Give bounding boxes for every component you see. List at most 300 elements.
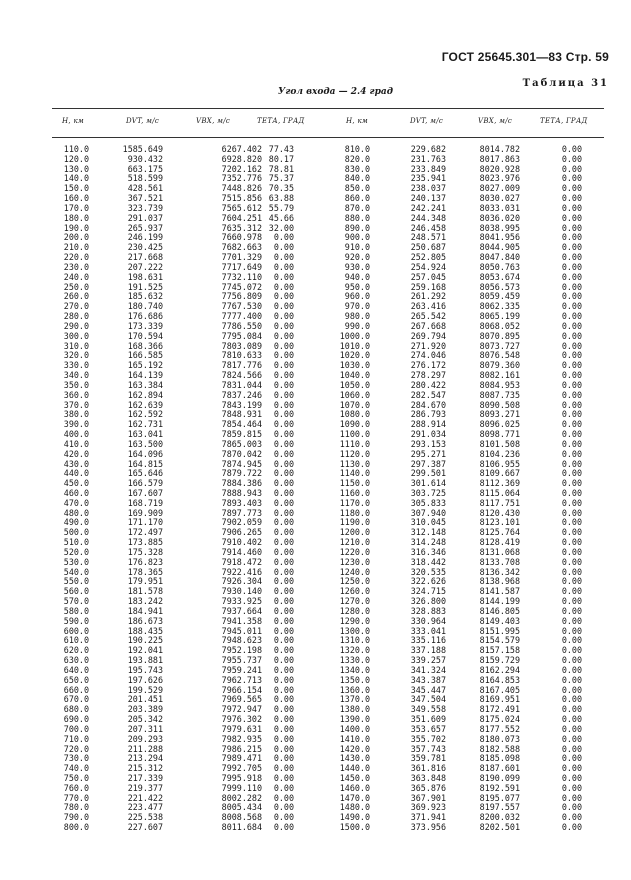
table-cell: 8098.771 (479, 429, 520, 440)
table-cell: 210.0 (63, 242, 89, 253)
table-cell: 188.435 (127, 625, 163, 636)
table-cell: 1260.0 (339, 586, 370, 597)
table-cell: 1340.0 (339, 664, 370, 675)
table-cell: 0.00 (561, 261, 582, 272)
table-cell: 7817.776 (221, 360, 262, 371)
table-cell: 0.00 (273, 350, 294, 361)
table-cell: 250.0 (63, 281, 89, 292)
table-cell: 8106.955 (479, 458, 520, 469)
table-cell: 7914.460 (221, 546, 262, 557)
table-cell: 0.00 (561, 409, 582, 420)
table-cell: 1380.0 (339, 704, 370, 715)
table-cell: 0.00 (561, 625, 582, 636)
column-teta-right (552, 145, 582, 833)
table-cell: 1240.0 (339, 566, 370, 577)
table-cell: 0.00 (273, 605, 294, 616)
table-cell: 8172.491 (479, 704, 520, 715)
table-cell: 8177.552 (479, 723, 520, 734)
table-cell: 178.365 (127, 566, 163, 577)
table-cell: 227.607 (127, 822, 163, 833)
table-cell: 1200.0 (339, 527, 370, 538)
table-cell: 199.529 (127, 684, 163, 695)
table-cell: 320.535 (410, 566, 446, 577)
table-cell: 271.920 (410, 340, 446, 351)
table-cell: 0.00 (561, 429, 582, 440)
table-cell: 7989.471 (221, 753, 262, 764)
table-cell: 1130.0 (339, 458, 370, 469)
table-cell: 8047.840 (479, 252, 520, 263)
table-cell: 246.199 (127, 232, 163, 243)
table-cell: 8195.077 (479, 792, 520, 803)
table-cell: 205.342 (127, 714, 163, 725)
table-cell: 8056.573 (479, 281, 520, 292)
table-cell: 0.00 (561, 684, 582, 695)
table-cell: 0.00 (561, 773, 582, 783)
table-cell: 0.00 (561, 202, 582, 213)
table-cell: 353.657 (410, 723, 446, 734)
table-cell: 663.175 (127, 163, 163, 174)
table-cell: 8059.459 (479, 291, 520, 302)
table-cell: 410.0 (63, 438, 89, 449)
table-cell: 0.00 (561, 635, 582, 646)
table-cell: 7962.713 (221, 674, 262, 685)
table-cell: 840.0 (344, 173, 370, 184)
table-cell: 8090.508 (479, 399, 520, 410)
table-cell: 252.805 (410, 252, 446, 263)
table-cell: 165.192 (127, 360, 163, 371)
table-cell: 7888.943 (221, 487, 262, 498)
table-cell: 1410.0 (339, 733, 370, 744)
table-cell: 231.763 (410, 153, 446, 164)
column-h-left (40, 145, 89, 833)
table-cell: 163.041 (127, 429, 163, 440)
table-cell: 8030.027 (479, 193, 520, 204)
table-cell: 197.626 (127, 674, 163, 685)
table-cell: 162.639 (127, 399, 163, 410)
table-cell: 180.740 (127, 301, 163, 312)
table-cell: 7952.198 (221, 645, 262, 656)
table-cell: 7979.631 (221, 723, 262, 734)
table-cell: 0.00 (561, 360, 582, 371)
table-cell: 6267.402 (221, 144, 262, 154)
table-cell: 193.881 (127, 655, 163, 666)
table-cell: 0.00 (273, 596, 294, 607)
table-cell: 0.00 (561, 370, 582, 381)
table-cell: 181.578 (127, 586, 163, 597)
table-cell: 360.0 (63, 389, 89, 400)
table-cell: 263.416 (410, 301, 446, 312)
col-header-teta-left: ТЕТА, ГРАД (257, 117, 305, 125)
table-cell: 140.0 (63, 173, 89, 184)
table-cell: 259.168 (410, 281, 446, 292)
table-cell: 261.292 (410, 291, 446, 302)
table-cell: 8123.101 (479, 517, 520, 528)
table-cell: 162.894 (127, 389, 163, 400)
table-cell: 77.43 (268, 144, 294, 154)
table-cell: 168.366 (127, 340, 163, 351)
table-cell: 8104.236 (479, 448, 520, 459)
table-cell: 371.941 (410, 812, 446, 823)
table-cell: 990.0 (344, 320, 370, 331)
table-cell: 1190.0 (339, 517, 370, 528)
table-cell: 8023.976 (479, 173, 520, 184)
table-cell: 291.034 (410, 429, 446, 440)
table-cell: 8036.020 (479, 212, 520, 223)
table-cell: 1500.0 (339, 822, 370, 833)
table-cell: 428.561 (127, 183, 163, 194)
table-cell: 0.00 (273, 723, 294, 734)
table-cell: 7831.044 (221, 379, 262, 390)
table-cell: 7870.042 (221, 448, 262, 459)
table-cell: 7824.566 (221, 370, 262, 381)
table-cell: 1440.0 (339, 763, 370, 774)
table-cell: 7635.312 (221, 222, 262, 233)
table-cell: 8200.032 (479, 812, 520, 823)
table-cell: 930.0 (344, 261, 370, 272)
table-cell: 8082.161 (479, 370, 520, 381)
table-cell: 670.0 (63, 694, 89, 705)
table-cell: 280.422 (410, 379, 446, 390)
table-cell: 369.923 (410, 802, 446, 813)
table-cell: 219.377 (127, 782, 163, 793)
table-cell: 760.0 (63, 782, 89, 793)
table-cell: 8164.853 (479, 674, 520, 685)
table-cell: 0.00 (561, 507, 582, 518)
table-cell: 1390.0 (339, 714, 370, 725)
table-cell: 910.0 (344, 242, 370, 253)
table-cell: 166.585 (127, 350, 163, 361)
table-cell: 7786.550 (221, 320, 262, 331)
table-cell: 1320.0 (339, 645, 370, 656)
table-cell: 0.00 (561, 537, 582, 548)
table-cell: 351.609 (410, 714, 446, 725)
table-cell: 0.00 (273, 281, 294, 292)
table-cell: 343.387 (410, 674, 446, 685)
table-cell: 1070.0 (339, 399, 370, 410)
table-cell: 230.0 (63, 261, 89, 272)
table-cell: 1400.0 (339, 723, 370, 734)
table-cell: 0.00 (561, 144, 582, 154)
table-cell: 0.00 (561, 340, 582, 351)
table-cell: 276.172 (410, 360, 446, 371)
table-cell: 630.0 (63, 655, 89, 666)
table-cell: 8041.956 (479, 232, 520, 243)
table-cell: 284.670 (410, 399, 446, 410)
table-cell: 660.0 (63, 684, 89, 695)
table-cell: 0.00 (561, 232, 582, 243)
table-cell: 303.725 (410, 487, 446, 498)
table-cell: 310.045 (410, 517, 446, 528)
table-cell: 217.668 (127, 252, 163, 263)
table-cell: 7910.402 (221, 537, 262, 548)
table-cell: 7884.386 (221, 478, 262, 489)
table-cell: 238.037 (410, 183, 446, 194)
table-cell: 1100.0 (339, 429, 370, 440)
table-cell: 8151.995 (479, 625, 520, 636)
table-cell: 610.0 (63, 635, 89, 646)
table-cell: 301.614 (410, 478, 446, 489)
table-cell: 1250.0 (339, 576, 370, 587)
table-cell: 470.0 (63, 497, 89, 508)
table-cell: 330.964 (410, 615, 446, 626)
table-cell: 0.00 (273, 419, 294, 430)
table-cell: 400.0 (63, 429, 89, 440)
table-cell: 0.00 (273, 370, 294, 381)
table-cell: 359.781 (410, 753, 446, 764)
table-cell: 8117.751 (479, 497, 520, 508)
table-cell: 0.00 (273, 773, 294, 783)
table-cell: 0.00 (561, 723, 582, 734)
table-cell: 7999.110 (221, 782, 262, 793)
table-cell: 0.00 (273, 232, 294, 243)
table-cell: 0.00 (561, 242, 582, 253)
table-cell: 1150.0 (339, 478, 370, 489)
table-cell: 305.833 (410, 497, 446, 508)
table-cell: 7843.199 (221, 399, 262, 410)
table-cell: 570.0 (63, 596, 89, 607)
header-top-rule (52, 108, 604, 109)
table-cell: 213.294 (127, 753, 163, 764)
table-cell: 490.0 (63, 517, 89, 528)
table-cell: 1290.0 (339, 615, 370, 626)
column-teta-left (258, 145, 294, 833)
table-cell: 900.0 (344, 232, 370, 243)
table-cell: 640.0 (63, 664, 89, 675)
table-cell: 0.00 (273, 527, 294, 538)
table-cell: 0.00 (561, 674, 582, 685)
table-cell: 0.00 (561, 763, 582, 774)
table-cell: 7848.931 (221, 409, 262, 420)
table-cell: 750.0 (63, 773, 89, 783)
table-cell: 286.793 (410, 409, 446, 420)
table-cell: 225.538 (127, 812, 163, 823)
table-cell: 6928.820 (221, 153, 262, 164)
table-cell: 940.0 (344, 271, 370, 282)
table-cell: 880.0 (344, 212, 370, 223)
table-cell: 0.00 (561, 576, 582, 587)
table-cell: 0.00 (273, 507, 294, 518)
table-cell: 0.00 (273, 743, 294, 754)
table-cell: 960.0 (344, 291, 370, 302)
table-cell: 1585.649 (122, 144, 163, 154)
table-cell: 890.0 (344, 222, 370, 233)
table-cell: 0.00 (561, 311, 582, 322)
table-cell: 0.00 (273, 645, 294, 656)
table-cell: 7865.003 (221, 438, 262, 449)
table-cell: 0.00 (273, 537, 294, 548)
table-cell: 530.0 (63, 556, 89, 567)
table-cell: 8136.342 (479, 566, 520, 577)
table-cell: 0.00 (561, 556, 582, 567)
table-cell: 179.951 (127, 576, 163, 587)
table-cell: 176.823 (127, 556, 163, 567)
table-cell: 267.668 (410, 320, 446, 331)
table-cell: 0.00 (273, 635, 294, 646)
table-cell: 0.00 (273, 714, 294, 725)
table-cell: 850.0 (344, 183, 370, 194)
table-cell: 0.00 (273, 566, 294, 577)
table-cell: 355.702 (410, 733, 446, 744)
table-cell: 8050.763 (479, 261, 520, 272)
table-cell: 0.00 (561, 792, 582, 803)
table-cell: 800.0 (63, 822, 89, 833)
table-cell: 8125.764 (479, 527, 520, 538)
table-cell: 164.815 (127, 458, 163, 469)
table-cell: 1210.0 (339, 537, 370, 548)
table-cell: 780.0 (63, 802, 89, 813)
table-cell: 460.0 (63, 487, 89, 498)
table-cell: 1490.0 (339, 812, 370, 823)
table-cell: 1480.0 (339, 802, 370, 813)
column-vbx-right (472, 145, 520, 833)
table-cell: 8175.024 (479, 714, 520, 725)
table-cell: 8167.405 (479, 684, 520, 695)
table-cell: 1030.0 (339, 360, 370, 371)
table-cell: 260.0 (63, 291, 89, 302)
table-cell: 0.00 (561, 782, 582, 793)
table-cell: 770.0 (63, 792, 89, 803)
table-cell: 390.0 (63, 419, 89, 430)
table-cell: 312.148 (410, 527, 446, 538)
table-cell: 340.0 (63, 370, 89, 381)
table-cell: 345.447 (410, 684, 446, 695)
table-cell: 0.00 (561, 350, 582, 361)
table-cell: 8154.579 (479, 635, 520, 646)
col-header-dvt-left: DVT, м/с (126, 117, 160, 125)
table-cell: 7767.530 (221, 301, 262, 312)
table-cell: 8014.782 (479, 144, 520, 154)
table-cell: 0.00 (561, 163, 582, 174)
table-cell: 1160.0 (339, 487, 370, 498)
table-cell: 186.673 (127, 615, 163, 626)
table-cell: 8202.501 (479, 822, 520, 833)
table-cell: 7660.978 (221, 232, 262, 243)
table-cell: 373.956 (410, 822, 446, 833)
table-cell: 0.00 (561, 655, 582, 666)
table-cell: 8159.729 (479, 655, 520, 666)
table-cell: 0.00 (273, 733, 294, 744)
table-cell: 120.0 (63, 153, 89, 164)
table-cell: 0.00 (273, 271, 294, 282)
table-cell: 55.79 (268, 202, 294, 213)
table-cell: 1280.0 (339, 605, 370, 616)
table-cell: 0.00 (273, 252, 294, 263)
table-cell: 233.849 (410, 163, 446, 174)
table-cell: 370.0 (63, 399, 89, 410)
table-cell: 176.686 (127, 311, 163, 322)
table-cell: 8120.430 (479, 507, 520, 518)
table-cell: 8185.098 (479, 753, 520, 764)
table-cell: 0.00 (561, 487, 582, 498)
table-cell: 8182.588 (479, 743, 520, 754)
table-cell: 328.883 (410, 605, 446, 616)
table-cell: 0.00 (273, 576, 294, 587)
table-cell: 295.271 (410, 448, 446, 459)
table-cell: 282.547 (410, 389, 446, 400)
table-cell: 250.687 (410, 242, 446, 253)
table-cell: 7906.265 (221, 527, 262, 538)
table-cell: 7972.947 (221, 704, 262, 715)
table-cell: 8096.025 (479, 419, 520, 430)
table-cell: 297.387 (410, 458, 446, 469)
table-cell: 240.137 (410, 193, 446, 204)
table-cell: 217.339 (127, 773, 163, 783)
table-cell: 8065.199 (479, 311, 520, 322)
table-cell: 650.0 (63, 674, 89, 685)
table-cell: 323.739 (127, 202, 163, 213)
table-cell: 164.139 (127, 370, 163, 381)
table-cell: 520.0 (63, 546, 89, 557)
table-cell: 7745.072 (221, 281, 262, 292)
table-cell: 265.542 (410, 311, 446, 322)
table-cell: 0.00 (273, 301, 294, 312)
table-cell: 349.558 (410, 704, 446, 715)
table-cell: 7948.623 (221, 635, 262, 646)
table-cell: 7976.302 (221, 714, 262, 725)
table-cell: 269.794 (410, 330, 446, 341)
table-cell: 7795.084 (221, 330, 262, 341)
table-cell: 8044.905 (479, 242, 520, 253)
table-cell: 0.00 (561, 153, 582, 164)
table-cell: 75.37 (268, 173, 294, 184)
table-cell: 380.0 (63, 409, 89, 420)
table-cell: 7969.565 (221, 694, 262, 705)
table-cell: 1080.0 (339, 409, 370, 420)
col-header-vbx-left: VBX, м/с (196, 117, 231, 125)
table-cell: 278.297 (410, 370, 446, 381)
table-cell: 8190.099 (479, 773, 520, 783)
table-cell: 192.041 (127, 645, 163, 656)
table-cell: 0.00 (273, 556, 294, 567)
table-cell: 7918.472 (221, 556, 262, 567)
table-cell: 171.170 (127, 517, 163, 528)
table-cell: 0.00 (561, 802, 582, 813)
table-cell: 440.0 (63, 468, 89, 479)
table-cell: 7995.918 (221, 773, 262, 783)
table-label: Таблица 31 (522, 78, 609, 89)
table-cell: 240.0 (63, 271, 89, 282)
table-cell: 740.0 (63, 763, 89, 774)
table-cell: 339.257 (410, 655, 446, 666)
table-cell: 7897.773 (221, 507, 262, 518)
table-cell: 1020.0 (339, 350, 370, 361)
table-cell: 0.00 (273, 753, 294, 764)
table-cell: 8084.953 (479, 379, 520, 390)
table-cell: 1120.0 (339, 448, 370, 459)
table-cell: 1050.0 (339, 379, 370, 390)
table-cell: 0.00 (561, 517, 582, 528)
table-cell: 110.0 (63, 144, 89, 154)
table-cell: 175.328 (127, 546, 163, 557)
table-cell: 0.00 (273, 468, 294, 479)
table-cell: 8138.968 (479, 576, 520, 587)
table-cell: 0.00 (273, 812, 294, 823)
table-cell: 235.941 (410, 173, 446, 184)
table-cell: 8133.708 (479, 556, 520, 567)
table-cell: 180.0 (63, 212, 89, 223)
table-cell: 229.682 (410, 144, 446, 154)
table-cell: 0.00 (561, 546, 582, 557)
table-cell: 0.00 (273, 664, 294, 675)
table-cell: 8093.271 (479, 409, 520, 420)
table-cell: 1350.0 (339, 674, 370, 685)
table-cell: 8002.282 (221, 792, 262, 803)
table-cell: 0.00 (273, 478, 294, 489)
table-cell: 0.00 (561, 281, 582, 292)
table-cell: 7717.649 (221, 261, 262, 272)
table-cell: 420.0 (63, 448, 89, 459)
table-cell: 265.937 (127, 222, 163, 233)
